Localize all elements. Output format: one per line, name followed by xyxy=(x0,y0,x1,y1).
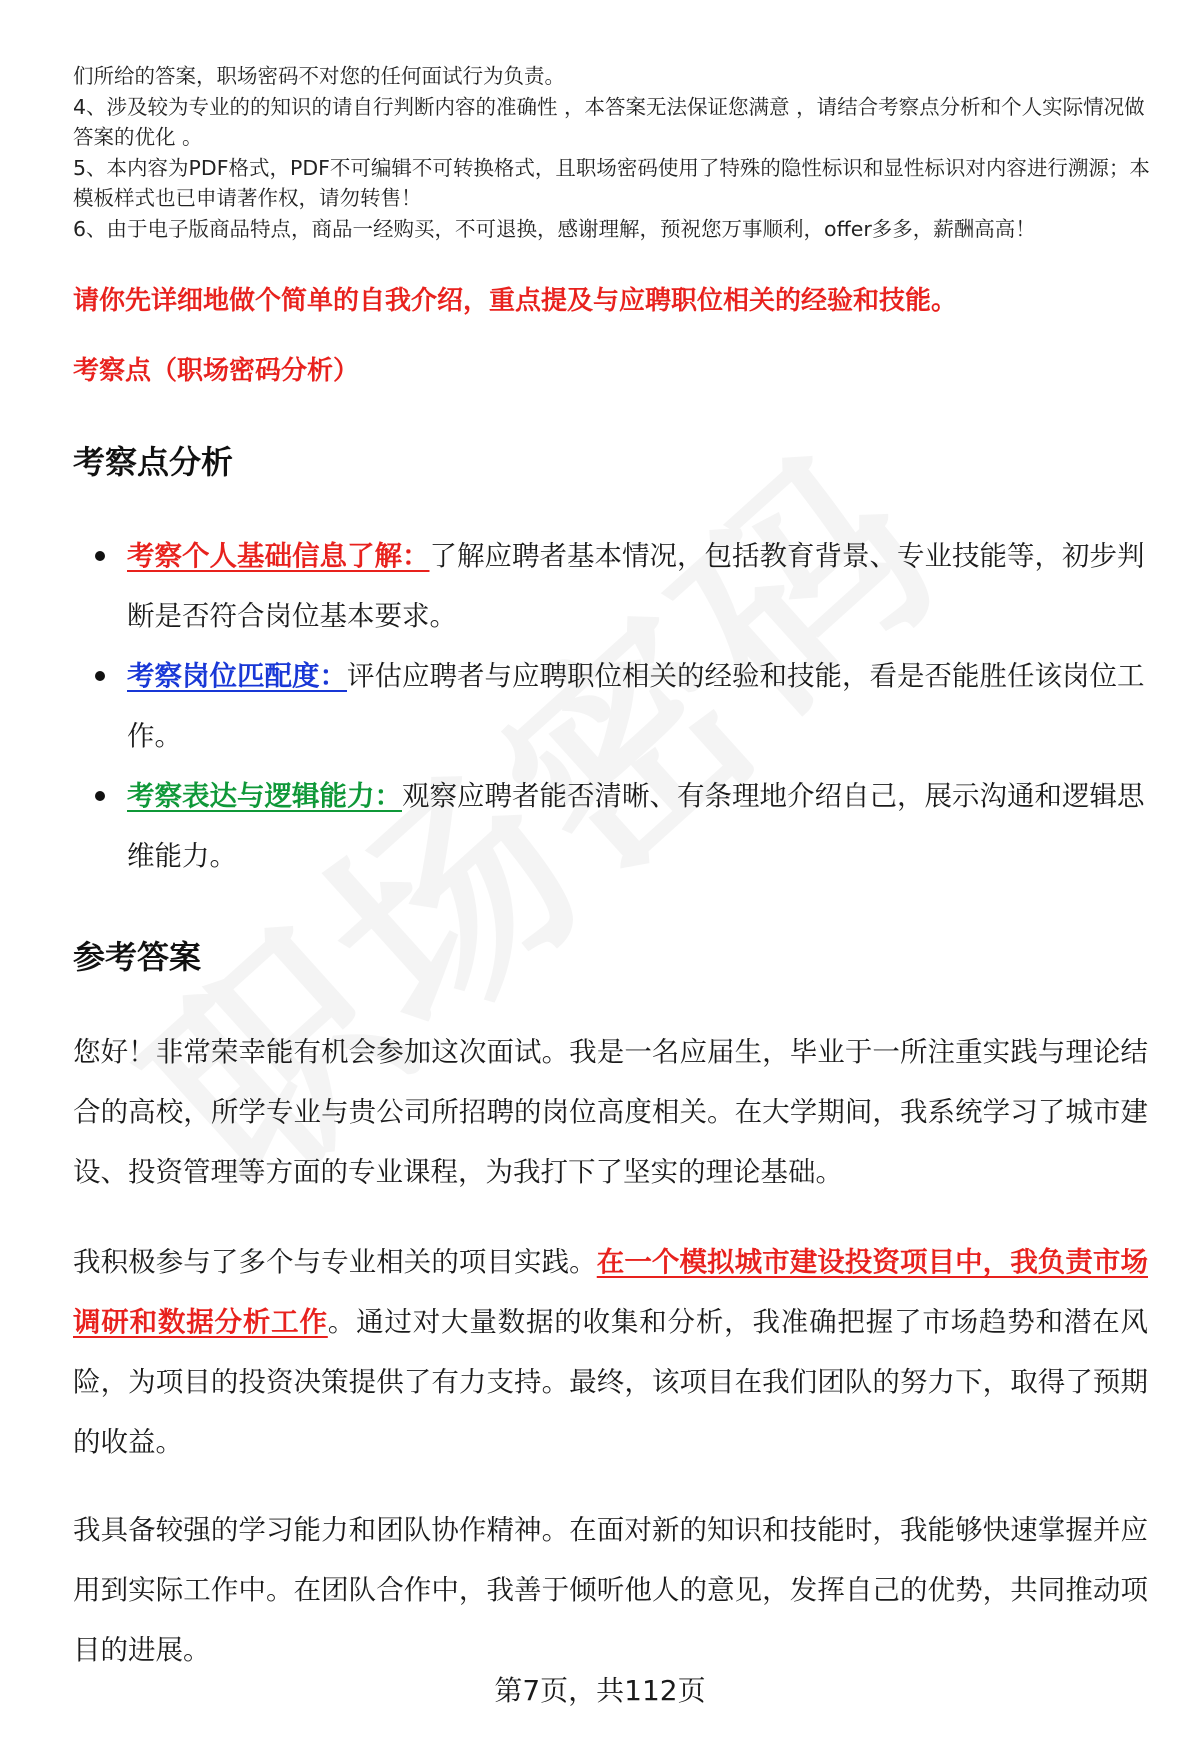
page-number: 第7页，共112页 xyxy=(494,1674,706,1707)
answer-text: 我积极参与了多个与专业相关的项目实践。 xyxy=(73,1246,597,1278)
analysis-item-text: 观察应聘者能否清晰、有条理地介绍自己，展示沟通和逻辑思维能力。 xyxy=(127,780,1145,872)
analysis-list xyxy=(95,526,1165,886)
list-item xyxy=(95,526,1165,646)
note-line: 6、由于电子版商品特点，商品一经购买，不可退换，感谢理解，预祝您万事顺利，offer多多，薪酬高高！ xyxy=(73,216,1036,241)
answer-paragraph: 您好！非常荣幸能有机会参加这次面试。我是一名应届生，毕业于一所注重实践与理论结合的高校，所学专业与贵公司所招聘的岗位高度相关。在大学期间，我系统学习了城市建设、投资管理等方面的专业课程，为我打下了坚实的理论基础。 xyxy=(73,1036,1148,1188)
analysis-label: 考察点（职场密码分析） xyxy=(73,356,360,386)
answer-paragraph xyxy=(73,1232,1148,1472)
note-line: 们所给的答案，职场密码不对您的任何面试行为负责。 xyxy=(73,64,565,88)
analysis-item-label: 考察岗位匹配度： xyxy=(127,660,347,692)
list-item xyxy=(95,646,1165,766)
note-line: 5、本内容为PDF格式，PDF不可编辑不可转换格式，且职场密码使用了特殊的隐性标识和显性标识对内容进行溯源；本模板样式也已申请著作权，请勿转售！ xyxy=(73,155,1150,210)
analysis-item-text: 评估应聘者与应聘职位相关的经验和技能，看是否能胜任该岗位工作。 xyxy=(127,660,1145,752)
note-line: 4、涉及较为专业的的知识的请自行判断内容的准确性 ，本答案无法保证您满意 ，请结合考察点分析和个人实际情况做答案的优化 。 xyxy=(73,94,1145,149)
analysis-heading: 考察点分析 xyxy=(73,443,234,481)
answer-heading: 参考答案 xyxy=(73,938,202,976)
analysis-item-text: 了解应聘者基本情况，包括教育背景、专业技能等，初步判断是否符合岗位基本要求。 xyxy=(127,540,1145,632)
analysis-item-label: 考察表达与逻辑能力： xyxy=(127,780,402,812)
answer-text: 。通过对大量数据的收集和分析，我准确把握了市场趋势和潜在风险，为项目的投资决策提供了有力支持。最终，该项目在我们团队的努力下，取得了预期的收益。 xyxy=(73,1306,1148,1458)
disclaimer-notes xyxy=(73,61,1153,244)
interview-question: 请你先详细地做个简单的自我介绍，重点提及与应聘职位相关的经验和技能。 xyxy=(73,286,958,316)
answer-highlight: 在一个模拟城市建设投资项目中，我负责市场调研和数据分析工作 xyxy=(73,1246,1148,1338)
analysis-item-label: 考察个人基础信息了解： xyxy=(127,540,430,572)
bullet-icon xyxy=(95,671,105,681)
bullet-icon xyxy=(95,791,105,801)
bullet-icon xyxy=(95,551,105,561)
answer-paragraph: 我具备较强的学习能力和团队协作精神。在面对新的知识和技能时，我能够快速掌握并应用到实际工作中。在团队合作中，我善于倾听他人的意见，发挥自己的优势，共同推动项目的进展。 xyxy=(73,1514,1148,1666)
list-item xyxy=(95,766,1165,886)
